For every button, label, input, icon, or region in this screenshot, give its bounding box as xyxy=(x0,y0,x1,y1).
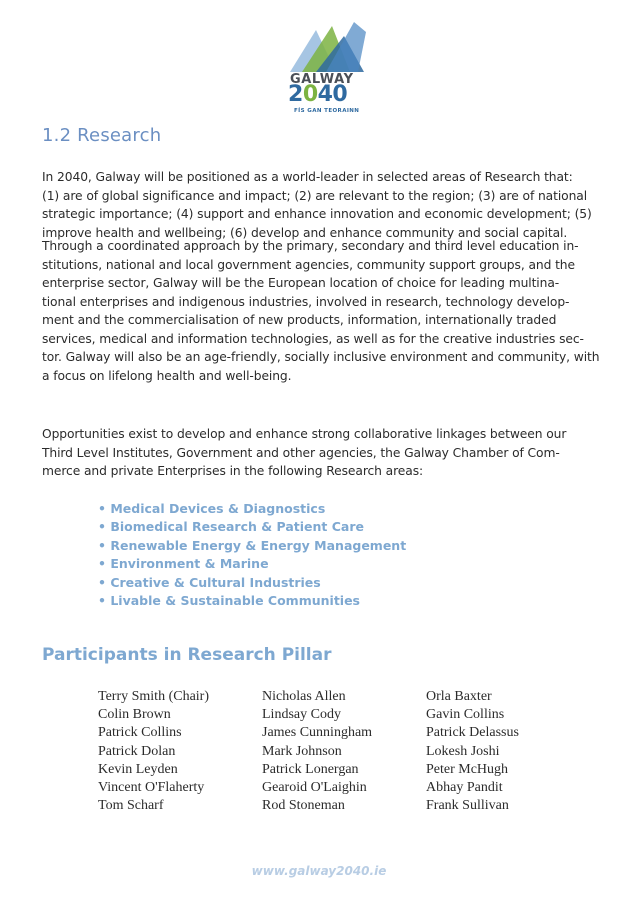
participant-name: Patrick Collins xyxy=(98,725,182,741)
list-item: • Creative & Cultural Industries xyxy=(98,574,321,590)
intro-paragraph: In 2040, Galway will be positioned as a world-leader in selected areas of Research that: (1) are of global significance and impact; (2) are relevant to the region; (3) are of national strategic importance; (4) support and enhance innovation and economic development; (5) improve health and wellbeing; (6) develop and enhance community and social capital. xyxy=(42,170,592,240)
approach-paragraph: Through a coordinated approach by the primary, secondary and third level education in- stitutions, national and local government agencies, community support groups, and the enterprise sector, Galway will be the European location of choice for leading multina- tional enterprises and indigenous industries, involved in research, technology develop- ment and the commercialisation of new products, information, internationally traded services, medical and information technologies, as well as for the creative industries sec- tor. Galway will also be an age-friendly, socially inclusive environment and community, with a focus on lifelong health and well-being. xyxy=(42,239,600,383)
participants-column-3 xyxy=(426,688,519,815)
galway-2040-logo xyxy=(282,22,374,114)
participant-name: Patrick Dolan xyxy=(98,743,176,759)
participant-name: Patrick Lonergan xyxy=(262,761,359,777)
section-title: 1.2 Research xyxy=(42,125,162,146)
list-item: • Renewable Energy & Energy Management xyxy=(98,537,407,553)
participants-column-1 xyxy=(98,688,209,815)
participant-name: Vincent O'Flaherty xyxy=(98,780,205,796)
logo-year: 2040 xyxy=(288,82,348,107)
logo-tagline: FÍS GAN TEORAINN xyxy=(294,108,360,114)
participant-name: Terry Smith (Chair) xyxy=(98,689,209,704)
participant-name: Kevin Leyden xyxy=(98,761,178,777)
participant-name: Gavin Collins xyxy=(426,707,505,723)
participants-title: Participants in Research Pillar xyxy=(42,645,332,665)
participant-name: Nicholas Allen xyxy=(262,689,346,704)
logo-wordmark: GALWAY xyxy=(290,72,354,87)
participant-name: James Cunningham xyxy=(262,725,373,741)
logo-mark-icon xyxy=(288,22,368,74)
participant-name: Colin Brown xyxy=(98,707,171,723)
footer-url[interactable]: www.galway2040.ie xyxy=(251,864,387,878)
participant-name: Rod Stoneman xyxy=(262,798,345,814)
participant-name: Orla Baxter xyxy=(426,689,492,704)
participant-name: Lokesh Joshi xyxy=(426,743,500,759)
list-item: • Medical Devices & Diagnostics xyxy=(98,501,326,516)
participants-column-2 xyxy=(262,688,372,815)
list-item: • Livable & Sustainable Communities xyxy=(98,593,360,609)
participant-name: Gearoid O'Laighin xyxy=(262,780,367,796)
list-item: • Biomedical Research & Patient Care xyxy=(98,519,364,535)
participant-name: Peter McHugh xyxy=(426,761,509,777)
list-item: • Environment & Marine xyxy=(98,556,269,572)
participant-name: Mark Johnson xyxy=(262,743,342,759)
participant-name: Patrick Delassus xyxy=(426,725,519,741)
opportunities-paragraph: Opportunities exist to develop and enhance strong collaborative linkages between our Third Level Institutes, Government and other agencies, the Galway Chamber of Com- merce and private Enterprises in the following Research areas: xyxy=(42,427,567,478)
participant-name: Tom Scharf xyxy=(98,798,164,814)
participant-name: Frank Sullivan xyxy=(426,798,509,814)
research-areas-list xyxy=(98,500,406,610)
participant-name: Abhay Pandit xyxy=(426,780,503,796)
participant-name: Lindsay Cody xyxy=(262,707,341,723)
